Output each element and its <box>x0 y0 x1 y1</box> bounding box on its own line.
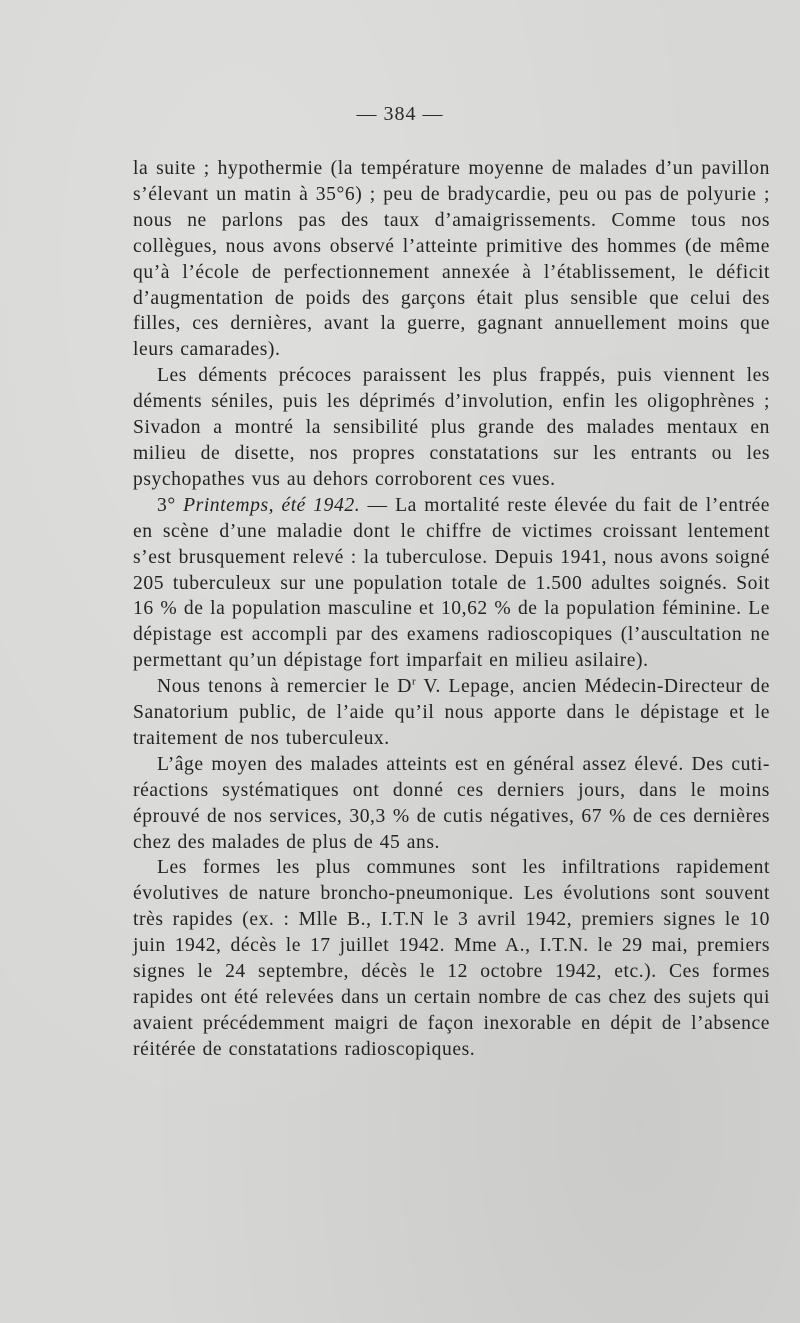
doctor-superscript: r <box>411 675 417 688</box>
paragraph-4 <box>133 674 770 752</box>
section-heading: Printemps, été 1942. <box>183 494 361 516</box>
paragraph-5: L’âge moyen des malades atteints est en général assez élevé. Des cuti-réactions systématiques ont donné ces derniers jours, dans le moins éprouvé de nos services, 30,3 % de cutis négatives, 67 % de ces dernières chez des malades de plus de 45 ans. <box>133 753 770 853</box>
paragraph-4-rest: V. Lepage, ancien Médecin-Directeur de Sanatorium public, de l’aide qu’il nous apporte dans le dépistage et le traitement de nos tuberculeux. <box>133 676 770 749</box>
paragraph-4-start: Nous tenons à remercier le D <box>157 676 412 698</box>
body-text <box>133 156 770 1063</box>
paragraph-1: la suite ; hypothermie (la température moyenne de malades d’un pavillon s’élevant un matin à 35°6) ; peu de bradycardie, peu ou pas de polyurie ; nous ne parlons pas des taux d’amaigrissements. Comme tous nos collègues, nous avons observé l’atteinte primitive des hommes (de même qu’à l’école de perfectionnement annexée à l’établissement, le déficit d’augmentation de poids des garçons était plus sensible que celui des filles, ces dernières, avant la guerre, gagnant annuellement moins que leurs camarades). <box>133 158 770 361</box>
section-number: 3° <box>157 494 176 516</box>
paragraph-2: Les déments précoces paraissent les plus frappés, puis viennent les déments séniles, puis les déprimés d’involution, enfin les oligophrènes ; Sivadon a montré la sensibilité plus grande des malades mentaux en milieu de disette, nos propres constatations sur les entrants ou les psychopathes vus au dehors corroborent ces vues. <box>133 365 770 490</box>
paragraph-6: Les formes les plus communes sont les infiltrations rapidement évolutives de nature broncho-pneumonique. Les évolutions sont souvent très rapides (ex. : Mlle B., I.T.N le 3 avril 1942, premiers signes le 10 juin 1942, décès le 17 juillet 1942. Mme A., I.T.N. le 29 mai, premiers signes le 24 septembre, décès le 12 octobre 1942, etc.). Ces formes rapides ont été relevées dans un certain nombre de cas chez des sujets qui avaient précédemment maigri de façon inexorable en dépit de l’absence réitérée de constatations radioscopiques. <box>133 857 770 1060</box>
page-number: — 384 — <box>356 103 444 125</box>
paragraph-3-text: — La mortalité reste élevée du fait de l’entrée en scène d’une maladie dont le chiffre de victimes croissant lentement s’est brusquement relevé : la tuberculose. Depuis 1941, nous avons soigné 205 tuberculeux sur une population totale de 1.500 adultes soignés. Soit 16 % de la population masculine et 10,62 % de la population féminine. Le dépistage est accompli par des examens radioscopiques (l’auscultation ne permettant qu’un dépistage fort imparfait en milieu asilaire). <box>133 494 771 672</box>
paragraph-3 <box>133 493 770 674</box>
